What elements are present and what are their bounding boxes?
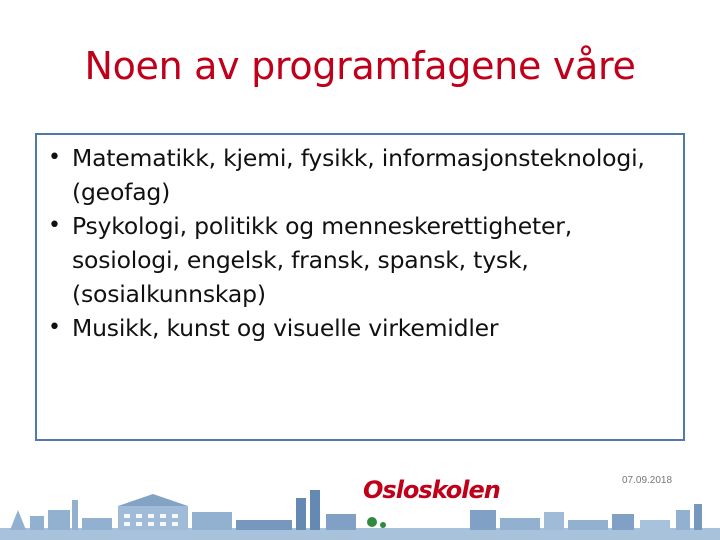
- content-box: [35, 133, 685, 441]
- bullet-icon: •: [48, 145, 61, 170]
- bullet-icon: •: [48, 213, 61, 238]
- bullet-text: Psykologi, politikk og menneskerettigheter, sosiologi, engelsk, fransk, spansk, tysk, (sosialkunnskap): [72, 212, 573, 308]
- bullet-item: [45, 141, 675, 209]
- city-skyline-illustration: [0, 470, 720, 540]
- bullet-text: Musikk, kunst og visuelle virkemidler: [72, 314, 499, 342]
- bullet-text: Matematikk, kjemi, fysikk, informasjonsteknologi, (geofag): [72, 144, 645, 206]
- osloskolen-logo: Osloskolen: [363, 476, 500, 504]
- date-stamp: 07.09.2018: [622, 475, 673, 486]
- bullet-list: [45, 141, 675, 345]
- slide-title: Noen av programfagene våre: [84, 44, 636, 88]
- bullet-item: [45, 209, 675, 311]
- bullet-icon: •: [48, 315, 61, 340]
- bullet-item: [45, 311, 675, 345]
